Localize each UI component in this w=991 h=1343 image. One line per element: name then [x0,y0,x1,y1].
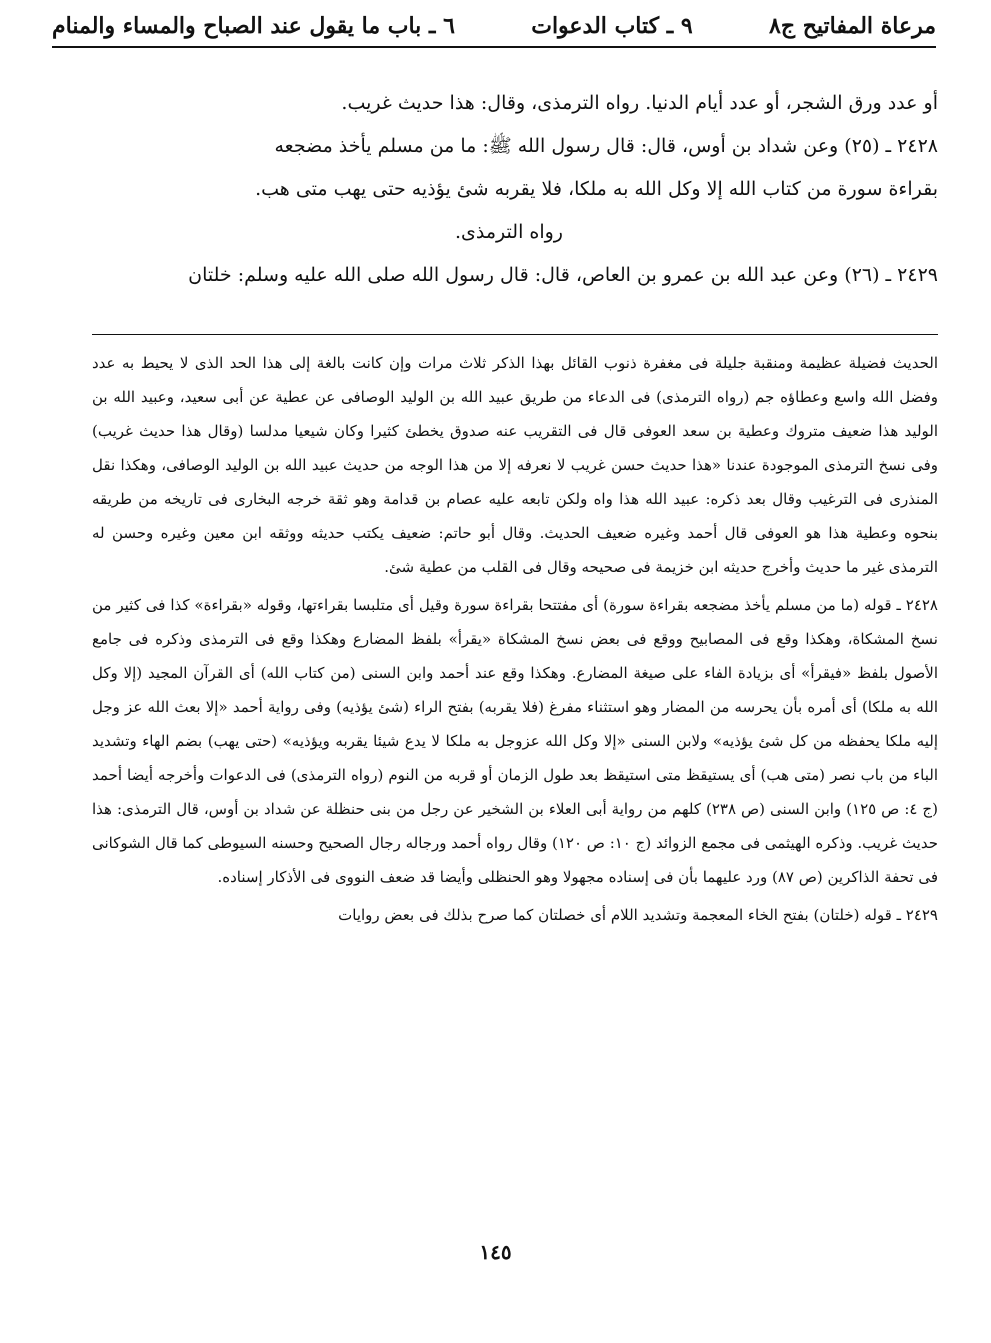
main-line: بقراءة سورة من كتاب الله إلا وكل الله به ملكا، فلا يقربه شئ يؤذيه حتى يهب متى هب. [255,178,938,200]
commentary-paragraph-2429: ٢٤٢٩ ـ قوله (خلتان) بفتح الخاء المعجمة وتشديد اللام أى خصلتان كما صرح بذلك فى بعض روايات [338,906,938,924]
header-book-title: مرعاة المفاتيح ج٨ [769,13,936,39]
running-header [52,8,936,44]
page-number: ١٤٥ [479,1240,512,1264]
hadith-2429: ٢٤٢٩ ـ (٢٦) وعن عبد الله بن عمرو بن العاص، قال: قال رسول الله صلى الله عليه وسلم: خلتان [188,264,938,286]
hadith-2428: ٢٤٢٨ ـ (٢٥) وعن شداد بن أوس، قال: قال رسول الله ﷺ: ما من مسلم يأخذ مضجعه [274,135,938,157]
header-divider [52,46,936,48]
commentary-divider [92,334,938,335]
commentary-paragraph: الحديث فضيلة عظيمة ومنقبة جليلة فى مغفرة ذنوب القائل بهذا الذكر ثلاث مرات وإن كانت بالغة إلى هذا الحد الذى لا يحيط به عدد وفضل الله واسع وعطاؤه جم (رواه الترمذى) فى الدعاء من طريق عبيد الله بن الوليد الوصافى عن عطية عن أبى سعيد، وعبيد الله بن الوليد هذا ضعيف متروك وعطية بن سعد العوفى قال فى التقريب عنه صدوق يخطئ كثيرا وكان شيعيا مدلسا (وقال هذا حديث غريب) وفى نسخ الترمذى الموجودة عندنا «هذا حديث حسن غريب لا نعرفه إلا من هذا الوجه من حديث عبيد الله بن الوليد الوصافى، وهكذا نقل المنذرى فى الترغيب وقال بعد ذكره: عبيد الله هذا واه ولكن تابعه عليه عصام بن قدامة وهو ثقة خرجه البخارى فى تاريخه من طريقه بنحوه وعطية هذا هو العوفى قال أحمد وغيره ضعيف الحديث. وقال أبو حاتم: ضعيف يكتب حديثه ووثقه ابن معين وغيره وحسن له الترمذى غير ما حديث وأخرج حديثه ابن خزيمة فى صحيحه وقال فى القلب من عطية شئ. [92,354,938,576]
main-line: أو عدد ورق الشجر، أو عدد أيام الدنيا. رواه الترمذى، وقال: هذا حديث غريب. [341,92,938,114]
commentary-paragraph-2428: ٢٤٢٨ ـ قوله (ما من مسلم يأخذ مضجعه بقراءة سورة) أى مفتتحا بقراءة سورة وقيل أى متلبسا بقراءتها، وقوله «بقراءة» كذا فى كثير من نسخ المشكاة، وهكذا وقع فى المصابيح ووقع فى بعض نسخ المشكاة «يقرأ» بلفظ المضارع وهكذا وقع فى الترمذى وذكره فى جامع الأصول بلفظ «فيقرأ» أى بزيادة الفاء على صيغة المضارع. وهكذا وقع عند أحمد وابن السنى (من كتاب الله) أى القرآن المجيد (إلا وكل الله به ملكا) أى أمره بأن يحرسه من المضار وهو استثناء مفرغ (فلا يقربه) بفتح الراء (شئ يؤذيه) وفى رواية أحمد «إلا بعث الله عز وجل إليه ملكا يحفظه من كل شئ يؤذيه» ولابن السنى «إلا وكل الله عزوجل به ملكا لا يدع شيئا يقربه ويؤذيه» (حتى يهب) بضم الهاء وتشديد الباء من باب نصر (متى هب) أى يستيقظ متى استيقظ بعد طول الزمان أو قربه من النوم (رواه الترمذى) فى الدعوات وأخرجه أيضا أحمد (ج ٤: ص ١٢٥) وابن السنى (ص ٢٣٨) كلهم من رواية أبى العلاء بن الشخير عن رجل من بنى حنظلة عن شداد بن أوس، قال الترمذى: هذا حديث غريب. وذكره الهيثمى فى مجمع الزوائد (ج ١٠: ص ١٢٠) وقال رواه أحمد ورجاله رجال الصحيح وحسنه السيوطى كما قال الشوكانى فى تحفة الذاكرين (ص ٨٧) ورد عليهما بأن فى إسناده مجهولا وهو الحنظلى وأيضا قد ضعف النووى فى الأذكار إسناده. [92,596,938,886]
narration-note: رواه الترمذى. [455,221,563,243]
commentary [92,346,938,936]
header-chapter: ٩ ـ كتاب الدعوات [531,13,693,39]
hadith-text [80,82,938,297]
header-section: ٦ ـ باب ما يقول عند الصباح والمساء والمنام [52,13,455,39]
